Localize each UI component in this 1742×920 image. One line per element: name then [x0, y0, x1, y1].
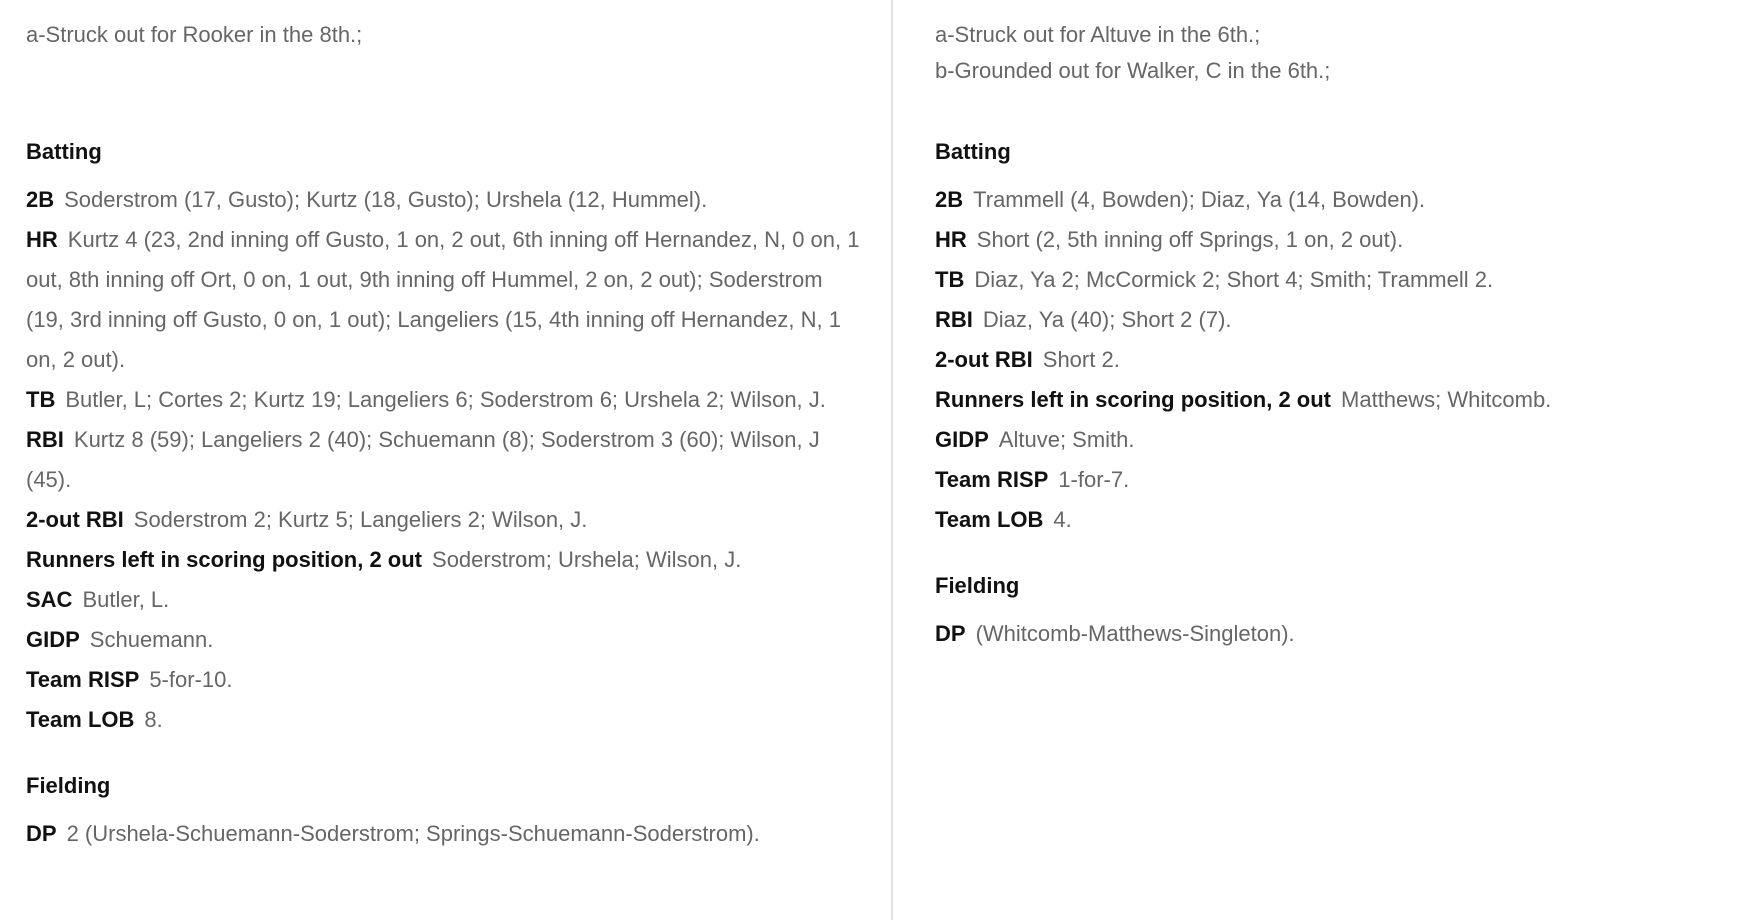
home-team-column — [893, 0, 1742, 920]
stat-row-hr — [26, 220, 865, 380]
stat-row-gidp — [935, 420, 1716, 460]
stat-row-dp — [26, 814, 865, 854]
stat-label: TB — [26, 387, 56, 412]
stat-label: RBI — [26, 427, 64, 452]
substitution-notes — [26, 0, 865, 108]
stat-row-rbi — [26, 420, 865, 500]
stat-label: Team LOB — [935, 507, 1044, 532]
stat-value: 8. — [144, 707, 163, 732]
stat-label: 2B — [26, 187, 55, 212]
stat-row-risp-left — [935, 380, 1716, 420]
stat-value: 5-for-10. — [149, 667, 233, 692]
stat-label: 2-out RBI — [935, 347, 1033, 372]
stat-value: Butler, L. — [82, 587, 170, 612]
substitution-note: a-Struck out for Altuve in the 6th.; — [935, 22, 1261, 47]
stat-row-sac — [26, 580, 865, 620]
stat-value: Short 2. — [1042, 347, 1120, 372]
stat-row-risp-left — [26, 540, 865, 580]
stat-label: GIDP — [935, 427, 989, 452]
stat-value: Soderstrom; Urshela; Wilson, J. — [432, 547, 742, 572]
stat-row-team-risp — [26, 660, 865, 700]
substitution-note: a-Struck out for Rooker in the 8th.; — [26, 22, 363, 47]
stat-label: HR — [935, 227, 967, 252]
stat-value: Soderstrom (17, Gusto); Kurtz (18, Gusto); Urshela (12, Hummel). — [64, 187, 708, 212]
substitution-notes — [935, 0, 1716, 108]
stat-label: Team RISP — [26, 667, 140, 692]
stat-label: HR — [26, 227, 58, 252]
stat-row-team-lob — [26, 700, 865, 740]
stat-value: 2 (Urshela-Schuemann-Soderstrom; Springs-Schuemann-Soderstrom). — [66, 821, 760, 846]
stat-label: RBI — [935, 307, 973, 332]
stat-label: SAC — [26, 587, 73, 612]
stat-label: 2-out RBI — [26, 507, 124, 532]
stat-row-hr — [935, 220, 1716, 260]
stat-row-2out-rbi — [26, 500, 865, 540]
stat-label: TB — [935, 267, 965, 292]
stat-value: Altuve; Smith. — [998, 427, 1135, 452]
stat-value: Short (2, 5th inning off Springs, 1 on, 2 out). — [976, 227, 1404, 252]
stat-row-rbi — [935, 300, 1716, 340]
batting-title: Batting — [935, 139, 1011, 164]
stat-row-2b — [26, 180, 865, 220]
stat-label: Runners left in scoring position, 2 out — [935, 387, 1332, 412]
stat-row-2b — [935, 180, 1716, 220]
stat-value: Schuemann. — [89, 627, 214, 652]
stat-row-dp — [935, 614, 1716, 654]
stat-value: 4. — [1053, 507, 1072, 532]
stat-label: Runners left in scoring position, 2 out — [26, 547, 423, 572]
stat-label: GIDP — [26, 627, 80, 652]
stat-row-tb — [26, 380, 865, 420]
stat-label: Team RISP — [935, 467, 1049, 492]
stat-label: 2B — [935, 187, 964, 212]
stat-row-team-risp — [935, 460, 1716, 500]
stat-value: Diaz, Ya 2; McCormick 2; Short 4; Smith; Trammell 2. — [974, 267, 1494, 292]
fielding-title: Fielding — [26, 773, 111, 798]
stat-row-2out-rbi — [935, 340, 1716, 380]
fielding-section — [26, 768, 865, 854]
stat-value: Butler, L; Cortes 2; Kurtz 19; Langeliers 6; Soderstrom 6; Urshela 2; Wilson, J. — [65, 387, 826, 412]
stat-label: DP — [26, 821, 57, 846]
stat-value: (Whitcomb-Matthews-Singleton). — [975, 621, 1295, 646]
batting-stats — [26, 180, 865, 740]
stat-label: Team LOB — [26, 707, 135, 732]
stat-row-gidp — [26, 620, 865, 660]
stat-value: Diaz, Ya (40); Short 2 (7). — [982, 307, 1232, 332]
substitution-note: b-Grounded out for Walker, C in the 6th.; — [935, 58, 1331, 83]
stat-row-tb — [935, 260, 1716, 300]
batting-title: Batting — [26, 139, 102, 164]
stat-value: Kurtz 4 (23, 2nd inning off Gusto, 1 on, 2 out, 6th inning off Hernandez, N, 0 on, 1 out, 8th inning off Ort, 0 on, 1 out, 9th inning off Hummel, 2 on, 2 out); Soderstrom (19, 3rd inning off Gusto, 0 on, 1 out); Langeliers (15, 4th inning off Hernandez, N, 1 on, 2 out). — [26, 227, 860, 372]
stat-value: Trammell (4, Bowden); Diaz, Ya (14, Bowden). — [973, 187, 1426, 212]
batting-stats — [935, 180, 1716, 540]
stat-value: 1-for-7. — [1058, 467, 1130, 492]
stat-value: Kurtz 8 (59); Langeliers 2 (40); Schuemann (8); Soderstrom 3 (60); Wilson, J (45). — [26, 427, 820, 492]
stat-label: DP — [935, 621, 966, 646]
stat-value: Soderstrom 2; Kurtz 5; Langeliers 2; Wilson, J. — [133, 507, 588, 532]
stat-value: Matthews; Whitcomb. — [1341, 387, 1552, 412]
fielding-section — [935, 568, 1716, 654]
fielding-title: Fielding — [935, 573, 1020, 598]
stat-row-team-lob — [935, 500, 1716, 540]
